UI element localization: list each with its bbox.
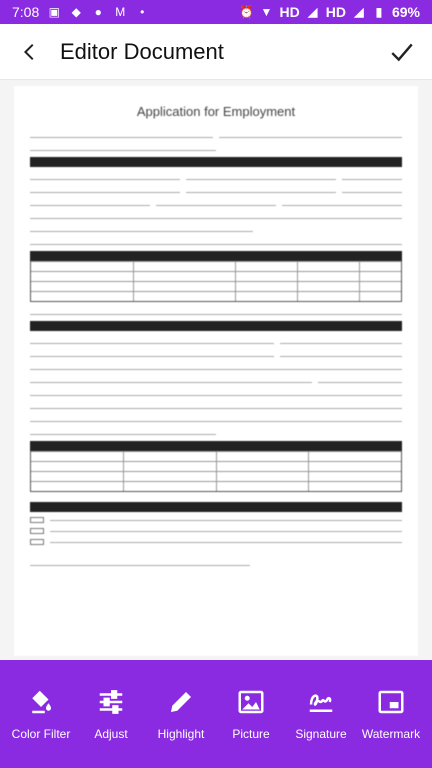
document-page[interactable] — [14, 86, 418, 656]
highlight-button[interactable] — [146, 687, 216, 741]
form-line — [30, 413, 402, 422]
status-time: 7:08 — [12, 4, 40, 20]
back-button[interactable] — [14, 36, 46, 68]
battery-icon: ▮ — [375, 5, 383, 19]
app-bar — [0, 24, 432, 80]
form-line — [30, 400, 402, 409]
checkbox-row — [30, 539, 402, 545]
section-header — [30, 157, 402, 167]
battery-percent: 69% — [391, 4, 420, 20]
watermark-button[interactable] — [356, 687, 426, 741]
form-line — [30, 142, 402, 151]
confirm-button[interactable] — [386, 36, 418, 68]
status-carrier-1: HD — [279, 4, 300, 20]
form-line — [30, 184, 402, 193]
more-notifications-icon: • — [140, 5, 145, 19]
form-line — [30, 426, 402, 435]
status-carrier-2: HD — [325, 4, 346, 20]
form-line — [30, 197, 402, 206]
document-title: Application for Employment — [136, 104, 296, 119]
adjust-button[interactable] — [76, 687, 146, 741]
pencil-icon — [166, 687, 196, 717]
section-header — [30, 321, 402, 331]
sliders-icon — [96, 687, 126, 717]
signal-icon: ◢ — [308, 5, 318, 19]
form-line — [30, 129, 402, 138]
bottom-toolbar — [0, 660, 432, 768]
checkbox-row — [30, 528, 402, 534]
form-line — [30, 171, 402, 180]
checkbox-row — [30, 517, 402, 523]
wifi-icon: ▼ — [260, 5, 273, 19]
gmail-notification-icon: M — [115, 5, 126, 19]
picture-button[interactable] — [216, 687, 286, 741]
signature-line — [30, 557, 402, 566]
tag-notification-icon: ◆ — [71, 5, 81, 19]
section-header — [30, 441, 402, 451]
status-bar — [0, 0, 432, 24]
form-line — [30, 374, 402, 383]
form-line — [30, 236, 402, 245]
form-line — [30, 306, 402, 315]
form-line — [30, 387, 402, 396]
picture-label: Picture — [232, 727, 270, 741]
document-canvas[interactable] — [0, 80, 432, 660]
section-header — [30, 502, 402, 512]
color-filter-button[interactable] — [6, 687, 76, 741]
location-notification-icon: ● — [94, 5, 102, 19]
image-icon — [236, 687, 266, 717]
checkmark-icon — [389, 39, 415, 65]
form-table — [30, 261, 402, 302]
form-line — [30, 348, 402, 357]
bucket-icon — [26, 687, 56, 717]
signature-icon — [306, 687, 336, 717]
gallery-notification-icon: ▣ — [48, 5, 60, 19]
form-line — [30, 335, 402, 344]
section-header — [30, 251, 402, 261]
form-line — [30, 223, 402, 232]
color-filter-label: Color Filter — [11, 727, 71, 741]
watermark-icon — [376, 687, 406, 717]
back-arrow-icon — [19, 41, 41, 63]
signature-button[interactable] — [286, 687, 356, 741]
alarm-icon: ⏰ — [239, 5, 254, 19]
signal-icon-2: ◢ — [354, 5, 364, 19]
highlight-label: Highlight — [157, 727, 205, 741]
form-line — [30, 210, 402, 219]
form-line — [30, 361, 402, 370]
adjust-label: Adjust — [94, 727, 128, 741]
signature-label: Signature — [295, 727, 347, 741]
form-table — [30, 451, 402, 492]
page-title: Editor Document — [60, 38, 224, 64]
watermark-label: Watermark — [361, 727, 421, 741]
